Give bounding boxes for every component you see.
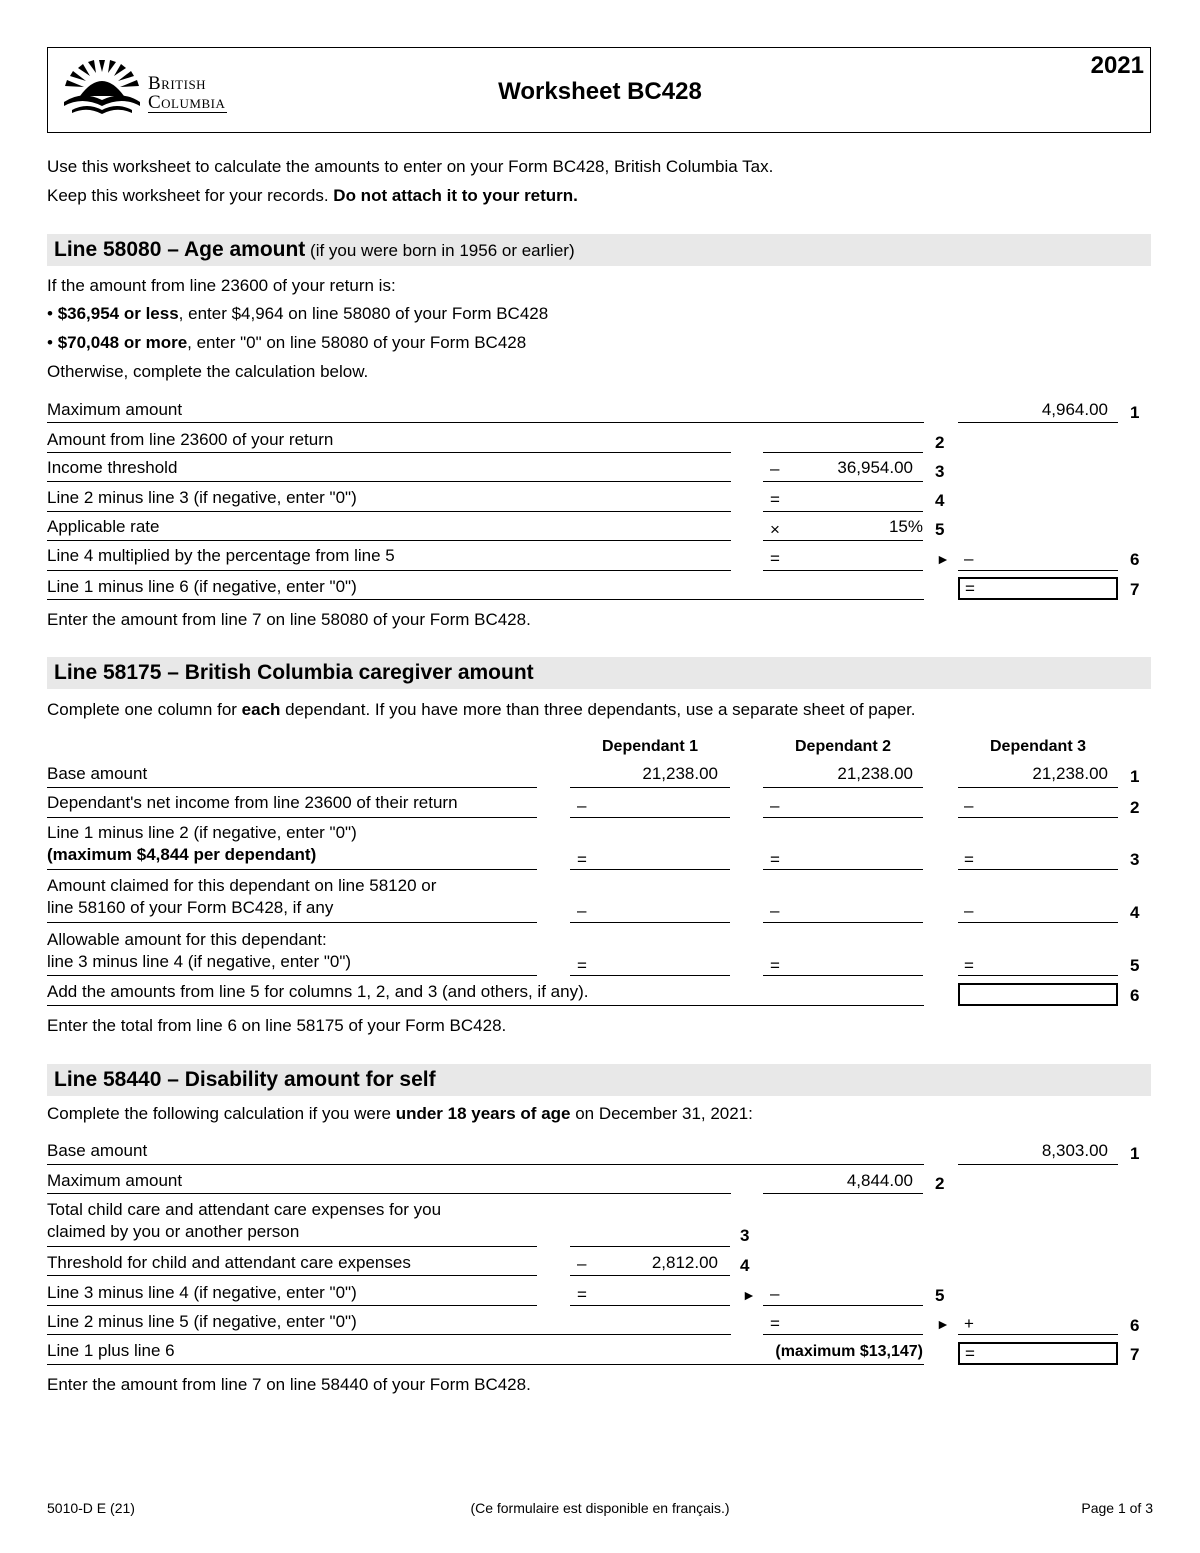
caregiver-row-4-op-3: – (964, 901, 974, 920)
caregiver-row-2-op-1: – (577, 796, 587, 815)
caregiver-row-6-total-box[interactable] (958, 983, 1118, 1006)
age-row-6-arrow-icon: ► (936, 551, 950, 567)
caregiver-row-3-op-2: = (770, 850, 780, 869)
caregiver-row-2-op-2: – (770, 796, 780, 815)
age-row-5-field[interactable] (763, 540, 923, 541)
age-row-4-field[interactable] (763, 511, 923, 512)
disability-row-4-rule (47, 1275, 537, 1276)
age-otherwise: Otherwise, complete the calculation below. (47, 362, 369, 381)
caregiver-row-5-rule (47, 975, 537, 976)
disability-row-6-rule (47, 1334, 731, 1335)
disability-row-6-num: 6 (1130, 1316, 1140, 1335)
age-bullet-1-rest: , enter $4,964 on line 58080 of your Form BC428 (178, 304, 549, 323)
age-bullet-2-bold: $70,048 or more (57, 333, 188, 352)
age-footnote: Enter the amount from line 7 on line 58080 of your Form BC428. (47, 610, 531, 629)
caregiver-row-1-value-2: 21,238.00 (837, 764, 913, 783)
disability-row-1-value: 8,303.00 (1041, 1141, 1108, 1160)
age-row-7-label: Line 1 minus line 6 (if negative, enter "0") (47, 577, 357, 596)
age-row-2-num: 2 (935, 433, 945, 452)
disability-row-3-label-b: claimed by you or another person (47, 1222, 300, 1241)
age-bullet-2: • $70,048 or more, enter "0" on line 58080 of your Form BC428 (47, 333, 527, 352)
caregiver-row-5-op-1: = (577, 956, 587, 975)
caregiver-row-5-op-2: = (770, 956, 780, 975)
disability-row-5-field-b[interactable] (763, 1305, 923, 1306)
age-row-5-op: × (770, 520, 780, 539)
section-age-amount-header (47, 234, 1151, 266)
age-row-3-value: 36,954.00 (837, 458, 913, 477)
age-row-1-label: Maximum amount (47, 400, 183, 419)
intro-line-2-normal: Keep this worksheet for your records. (47, 186, 334, 205)
form-title: Worksheet BC428 (498, 78, 702, 105)
caregiver-row-3-field-2[interactable] (763, 869, 923, 870)
disability-row-3-rule (47, 1246, 537, 1247)
section-caregiver-header (47, 657, 1151, 689)
disability-row-4-op: – (577, 1254, 587, 1273)
caregiver-row-2-field-3[interactable] (958, 817, 1118, 818)
caregiver-row-2-rule (47, 817, 537, 818)
disability-row-6-field-b[interactable] (958, 1334, 1118, 1335)
age-row-1-num: 1 (1130, 403, 1140, 422)
age-row-1-rule (47, 422, 924, 423)
age-row-3-field[interactable] (763, 481, 923, 482)
intro-line-2-bold: Do not attach it to your return. (333, 186, 578, 205)
caregiver-row-5-num: 5 (1130, 956, 1140, 975)
age-row-6-label: Line 4 multiplied by the percentage from line 5 (47, 546, 395, 565)
age-row-3-num: 3 (935, 462, 945, 481)
disability-row-7-label: Line 1 plus line 6 (47, 1341, 175, 1360)
caregiver-row-2-op-3: – (964, 796, 974, 815)
caregiver-row-5-field-3[interactable] (958, 975, 1118, 976)
disability-row-6-arrow-icon: ► (936, 1316, 950, 1332)
disability-row-5-field-a[interactable] (570, 1305, 730, 1306)
disability-row-2-num: 2 (935, 1174, 945, 1193)
disability-row-2-rule (47, 1193, 731, 1194)
disability-row-2-field[interactable] (763, 1193, 923, 1194)
disability-instr-c: on December 31, 2021: (570, 1104, 753, 1123)
caregiver-row-1-value-3: 21,238.00 (1032, 764, 1108, 783)
section-disability-header (47, 1064, 1151, 1096)
age-row-2-label: Amount from line 23600 of your return (47, 430, 334, 449)
disability-row-5-num: 5 (935, 1286, 945, 1305)
age-row-7-rule (47, 599, 924, 600)
age-row-1-value: 4,964.00 (1041, 400, 1108, 419)
caregiver-row-3-op-1: = (577, 850, 587, 869)
age-row-5-label: Applicable rate (47, 517, 160, 536)
disability-row-7-num: 7 (1130, 1345, 1140, 1364)
caregiver-row-4-op-1: – (577, 901, 587, 920)
caregiver-row-1-label: Base amount (47, 764, 148, 783)
header-box (47, 47, 1151, 133)
age-row-4-label: Line 2 minus line 3 (if negative, enter "0") (47, 488, 357, 507)
caregiver-row-4-rule (47, 922, 537, 923)
caregiver-row-3-label-a: Line 1 minus line 2 (if negative, enter "0") (47, 823, 357, 842)
disability-row-3-field[interactable] (570, 1246, 730, 1247)
disability-row-5-arrow-icon: ► (742, 1287, 756, 1303)
age-row-3-label: Income threshold (47, 458, 178, 477)
disability-row-1-field[interactable] (958, 1164, 1118, 1165)
disability-footnote: Enter the amount from line 7 on line 58440 of your Form BC428. (47, 1375, 531, 1394)
caregiver-row-5-label-a: Allowable amount for this dependant: (47, 930, 327, 949)
disability-row-5-rule (47, 1305, 537, 1306)
age-row-5-rule (47, 540, 731, 541)
caregiver-row-1-field-2[interactable] (763, 787, 923, 788)
age-row-7-total-box[interactable] (958, 577, 1118, 600)
caregiver-row-5-label-b: line 3 minus line 4 (if negative, enter "0") (47, 952, 352, 971)
disability-row-2-label: Maximum amount (47, 1171, 183, 1190)
section-caregiver-title: Line 58175 – British Columbia caregiver amount (54, 661, 534, 684)
disability-row-7-op: = (965, 1344, 975, 1363)
caregiver-row-5-field-2[interactable] (763, 975, 923, 976)
form-year: 2021 (1090, 52, 1144, 79)
caregiver-row-2-num: 2 (1130, 798, 1140, 817)
age-bullet-1-bold: $36,954 or less (57, 304, 179, 323)
disability-row-6-label: Line 2 minus line 5 (if negative, enter "0") (47, 1312, 357, 1331)
disability-row-4-field[interactable] (570, 1275, 730, 1276)
age-row-6-field-b[interactable] (958, 570, 1118, 571)
intro-line-2 (47, 186, 578, 206)
disability-row-1-label: Base amount (47, 1141, 148, 1160)
caregiver-row-6-label: Add the amounts from line 5 for columns 1, 2, and 3 (and others, if any). (47, 982, 589, 1001)
caregiver-row-1-field-3[interactable] (958, 787, 1118, 788)
caregiver-row-3-num: 3 (1130, 850, 1140, 869)
disability-row-4-value: 2,812.00 (651, 1253, 718, 1272)
caregiver-row-4-label-b: line 58160 of your Form BC428, if any (47, 898, 334, 917)
age-row-4-op: = (770, 490, 780, 509)
caregiver-footnote: Enter the total from line 6 on line 58175 of your Form BC428. (47, 1016, 507, 1035)
col-head-dependant-3: Dependant 3 (989, 738, 1086, 755)
disability-row-3-label-a: Total child care and attendant care expenses for you (47, 1200, 442, 1219)
caregiver-row-4-label-a: Amount claimed for this dependant on line 58120 or (47, 876, 437, 895)
disability-row-1-rule (47, 1164, 924, 1165)
age-row-5-num: 5 (935, 520, 945, 539)
caregiver-row-3-rule (47, 869, 537, 870)
caregiver-row-4-num: 4 (1130, 903, 1140, 922)
disability-row-3-num: 3 (740, 1226, 750, 1245)
caregiver-row-6-rule (47, 1005, 924, 1006)
caregiver-row-1-rule (47, 787, 537, 788)
footer-form-code: 5010-D E (21) (47, 1500, 135, 1516)
footer-french-note: (Ce formulaire est disponible en français.) (470, 1500, 730, 1516)
age-row-3-op: – (770, 459, 780, 478)
caregiver-row-2-field-2[interactable] (763, 817, 923, 818)
disability-row-6-field-a[interactable] (763, 1334, 923, 1335)
age-row-6-num: 6 (1130, 550, 1140, 569)
caregiver-row-3-field-3[interactable] (958, 869, 1118, 870)
disability-row-5-op: = (577, 1285, 587, 1304)
disability-row-6-op2: + (964, 1314, 974, 1333)
caregiver-row-3-field-1[interactable] (570, 869, 730, 870)
caregiver-row-2-label: Dependant's net income from line 23600 of their return (47, 793, 458, 812)
logo-line-1: British (148, 73, 207, 94)
age-bullet-1: • $36,954 or less, enter $4,964 on line 58080 of your Form BC428 (47, 304, 549, 323)
age-row-1-field[interactable] (958, 422, 1118, 423)
disability-row-7-max-note: (maximum $13,147) (775, 1343, 923, 1360)
caregiver-row-4-field-1[interactable] (570, 922, 730, 923)
age-row-6-op: = (770, 549, 780, 568)
caregiver-row-6-num: 6 (1130, 986, 1140, 1005)
disability-row-5-op2: – (770, 1284, 780, 1303)
col-head-dependant-2: Dependant 2 (794, 738, 891, 755)
logo-line-2: Columbia (148, 92, 226, 113)
age-row-2-rule (47, 452, 731, 453)
age-row-4-num: 4 (935, 491, 945, 510)
caregiver-row-5-op-3: = (964, 956, 974, 975)
disability-row-4-label: Threshold for child and attendant care expenses (47, 1253, 411, 1272)
footer-page-number: Page 1 of 3 (1081, 1500, 1153, 1516)
caregiver-instructions (47, 700, 916, 720)
disability-row-4-num: 4 (740, 1256, 750, 1275)
caregiver-row-5-field-1[interactable] (570, 975, 730, 976)
caregiver-row-4-op-2: – (770, 901, 780, 920)
age-row-7-op: = (965, 579, 975, 598)
disability-row-7-total-box[interactable] (958, 1342, 1118, 1365)
age-row-2-field[interactable] (763, 452, 923, 453)
disability-instr-b: under 18 years of age (395, 1104, 571, 1123)
caregiver-row-3-op-3: = (964, 850, 974, 869)
age-row-6-rule (47, 570, 731, 571)
caregiver-row-4-field-2[interactable] (763, 922, 923, 923)
caregiver-row-1-field-1[interactable] (570, 787, 730, 788)
caregiver-row-1-value-1: 21,238.00 (642, 764, 718, 783)
disability-row-6-op: = (770, 1314, 780, 1333)
col-head-dependant-1: Dependant 1 (601, 738, 698, 755)
intro-line-1: Use this worksheet to calculate the amounts to enter on your Form BC428, British Columbia Tax. (47, 157, 774, 176)
section-disability-title: Line 58440 – Disability amount for self (54, 1068, 436, 1091)
age-cond-intro: If the amount from line 23600 of your return is: (47, 276, 396, 295)
caregiver-row-4-field-3[interactable] (958, 922, 1118, 923)
age-row-4-rule (47, 511, 731, 512)
age-row-6-field-a[interactable] (763, 570, 923, 571)
section-age-amount-title: Line 58080 – Age amount (54, 238, 306, 261)
disability-row-1-num: 1 (1130, 1144, 1140, 1163)
age-row-6-op2: – (964, 549, 974, 568)
age-bullet-2-rest: , enter "0" on line 58080 of your Form BC428 (187, 333, 527, 352)
age-row-5-value: 15% (888, 517, 923, 536)
disability-instr-a: Complete the following calculation if you were (47, 1104, 396, 1123)
caregiver-instr-a: Complete one column for (47, 700, 242, 719)
disability-instructions (47, 1104, 753, 1124)
caregiver-row-1-num: 1 (1130, 767, 1140, 786)
caregiver-row-2-field-1[interactable] (570, 817, 730, 818)
disability-row-2-value: 4,844.00 (846, 1171, 913, 1190)
age-row-3-rule (47, 481, 731, 482)
section-age-amount-subtitle: (if you were born in 1956 or earlier) (305, 241, 575, 260)
caregiver-instr-c: dependant. If you have more than three dependants, use a separate sheet of paper. (280, 700, 916, 719)
caregiver-instr-b: each (241, 700, 281, 719)
age-row-7-num: 7 (1130, 580, 1140, 599)
disability-row-7-rule (47, 1364, 924, 1365)
caregiver-row-3-label-b: (maximum $4,844 per dependant) (47, 845, 317, 864)
disability-row-5-label: Line 3 minus line 4 (if negative, enter "0") (47, 1283, 357, 1302)
